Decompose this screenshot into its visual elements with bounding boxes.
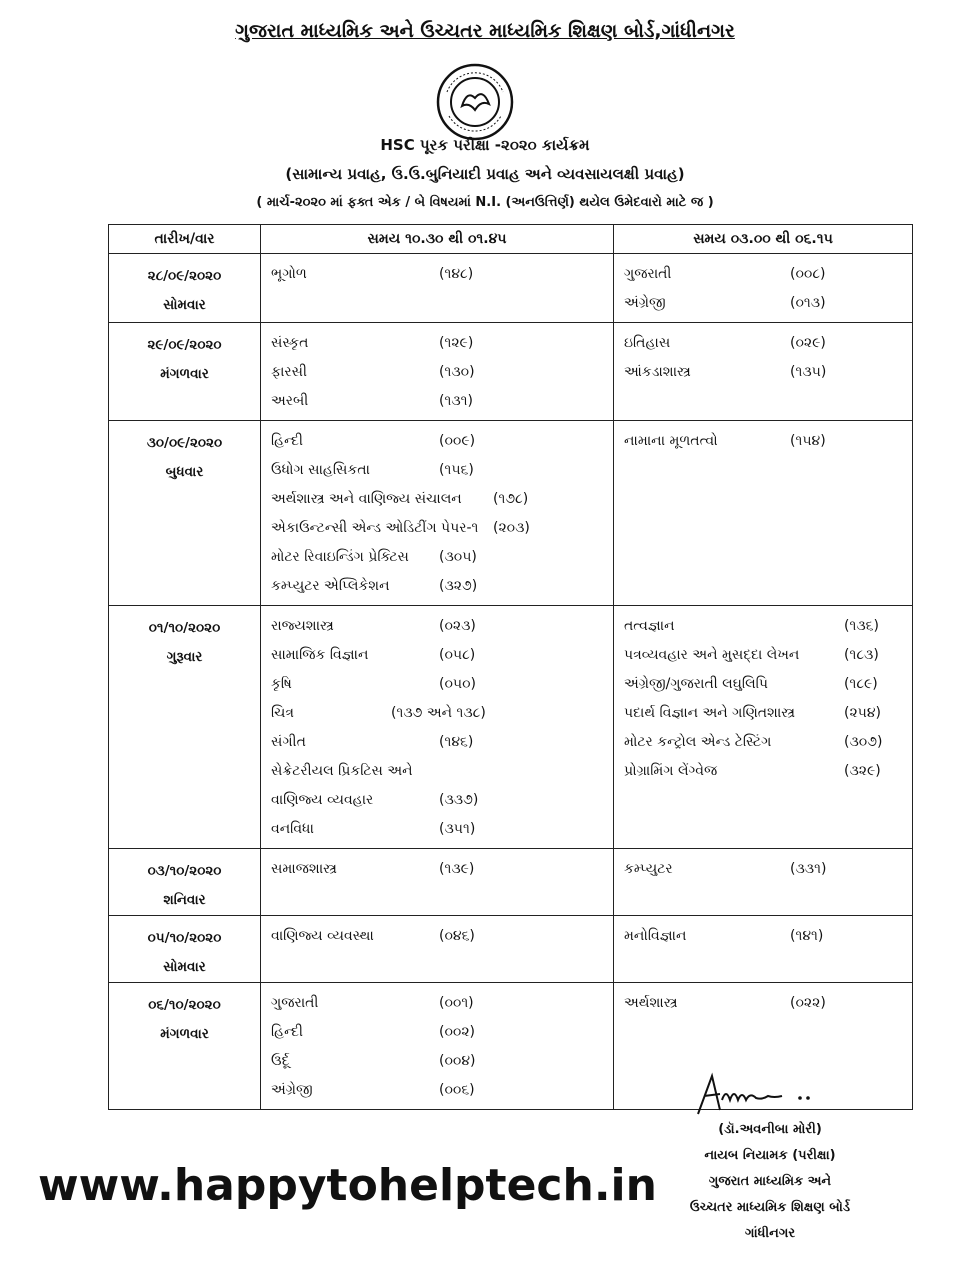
subject-code: (૧૪૮)	[439, 266, 474, 282]
subject-entry	[261, 514, 613, 543]
subject-code: (૦૨૯)	[790, 335, 826, 351]
office-line-1: ગુજરાત માધ્યમિક અને	[708, 1174, 832, 1189]
table-row	[109, 916, 913, 983]
subject-entry	[614, 922, 912, 951]
morning-subjects-cell	[261, 916, 614, 983]
afternoon-subjects-cell	[614, 323, 913, 421]
afternoon-subjects-cell	[614, 254, 913, 323]
subject-name: સમાજશાસ્ત્ર	[271, 861, 337, 877]
subject-entry	[261, 757, 613, 786]
morning-subjects-cell	[261, 254, 614, 323]
date-cell	[109, 421, 261, 606]
subject-entry	[261, 670, 613, 699]
subject-name: અરબી	[271, 393, 309, 409]
subject-name: ભૂગોળ	[271, 266, 307, 282]
exam-date: ૨૮/૦૯/૨૦૨૦	[147, 268, 222, 284]
morning-subjects-cell	[261, 323, 614, 421]
signatory-designation: નાયબ નિયામક (પરીક્ષા)	[704, 1148, 836, 1163]
subject-entry	[261, 786, 613, 815]
table-header-row	[109, 225, 913, 254]
subject-code: (૧૪૬)	[439, 734, 474, 750]
board-title: ગુજરાત માધ્યમિક અને ઉચ્ચતર માધ્યમિક શિક્ષણ બોર્ડ,ગાંધીનગર	[235, 20, 735, 42]
subject-name: એકાઉન્ટન્સી એન્ડ ઓડિટીંગ પેપર-૧	[271, 520, 479, 536]
exam-schedule-table	[108, 224, 913, 1110]
subject-entry	[261, 612, 613, 641]
morning-subjects-cell	[261, 849, 614, 916]
exam-date: ૦૬/૧૦/૨૦૨૦	[148, 997, 221, 1013]
office-city: ગાંધીનગર	[744, 1226, 796, 1241]
subject-name: ઉર્દૂ	[271, 1053, 290, 1069]
subject-code: (૦૪૬)	[439, 928, 475, 944]
office-line-2: ઉચ્ચતર માધ્યમિક શિક્ષણ બોર્ડ	[689, 1200, 851, 1215]
subject-entry	[614, 855, 912, 884]
subject-entry	[261, 485, 613, 514]
exam-weekday: બુધવાર	[165, 464, 204, 480]
subject-code: (૨૦૩)	[493, 520, 530, 536]
subject-code: (૩૨૯)	[844, 763, 881, 779]
date-cell	[109, 983, 261, 1110]
subject-entry	[614, 260, 912, 289]
header-morning-session: સમય ૧૦.૩૦ થી ૦૧.૪૫	[261, 225, 614, 254]
subject-code: (૩૦૭)	[844, 734, 883, 750]
subject-name: ગુજરાતી	[624, 266, 672, 282]
subject-name: કમ્પ્યુટર એપ્લિકેશન	[271, 578, 390, 594]
table-row	[109, 323, 913, 421]
subject-entry	[261, 1018, 613, 1047]
subject-name: હિન્દી	[271, 1024, 303, 1040]
subject-entry	[261, 260, 613, 289]
subject-name: અંગ્રેજી	[624, 295, 666, 311]
subject-code: (૧૩૫)	[790, 364, 827, 380]
subject-entry	[261, 699, 613, 728]
subject-name: નામાના મૂળતત્વો	[624, 433, 718, 449]
subject-entry	[261, 572, 613, 601]
subject-code: (૨૫૪)	[844, 705, 882, 721]
subject-code: (૦૨૨)	[790, 995, 826, 1011]
subject-code: (૦૫૦)	[439, 676, 476, 692]
signatory-name: (ડૉ.અવનીબા મોરી)	[718, 1122, 822, 1137]
subject-name: અંગ્રેજી/ગુજરાતી લઘુલિપિ	[624, 676, 768, 692]
exam-date: ૨૯/૦૯/૨૦૨૦	[147, 337, 222, 353]
subject-code: (૧૪૧)	[790, 928, 824, 944]
morning-subjects-cell	[261, 421, 614, 606]
exam-weekday: સોમવાર	[163, 959, 206, 975]
subject-entry	[261, 728, 613, 757]
subject-name: હિન્દી	[271, 433, 303, 449]
subject-entry	[614, 641, 912, 670]
subject-entry	[261, 456, 613, 485]
subject-name: ચિત્ર	[271, 705, 294, 721]
subject-entry	[614, 699, 912, 728]
subject-entry	[261, 1076, 613, 1105]
subject-name: રાજ્યશાસ્ત્ર	[271, 618, 334, 634]
subject-code: (૦૨૩)	[439, 618, 476, 634]
morning-subjects-cell	[261, 983, 614, 1110]
subject-name: અંગ્રેજી	[271, 1082, 313, 1098]
subject-code: (૩૦૫)	[439, 549, 477, 565]
subject-entry	[261, 641, 613, 670]
subject-name: ફારસી	[271, 364, 308, 380]
streams-subtitle: (સામાન્ય પ્રવાહ, ઉ.ઉ.બુનિયાદી પ્રવાહ અને વ્યવસાયલક્ષી પ્રવાહ)	[285, 165, 685, 183]
subject-name: અર્થશાસ્ત્ર અને વાણિજ્ય સંચાલન	[271, 491, 462, 507]
subject-entry	[614, 612, 912, 641]
subject-code: (૧૩૭ અને ૧૩૮)	[391, 705, 486, 721]
date-cell	[109, 916, 261, 983]
exam-weekday: મંગળવાર	[160, 1026, 209, 1042]
subject-name: વાણિજ્ય વ્યવહાર	[271, 792, 374, 808]
subject-code: (૧૩૧)	[439, 393, 473, 409]
date-cell	[109, 606, 261, 849]
subject-code: (૧૩૦)	[439, 364, 475, 380]
subject-code: (૩૩૭)	[439, 792, 479, 808]
exam-weekday: સોમવાર	[163, 297, 206, 313]
website-watermark: www.happytohelptech.in	[38, 1160, 657, 1211]
subject-code: (૧૨૯)	[439, 335, 474, 351]
subject-entry	[261, 329, 613, 358]
date-cell	[109, 254, 261, 323]
exam-date: ૩૦/૦૯/૨૦૨૦	[146, 435, 223, 451]
subject-entry	[614, 289, 912, 318]
subject-name: પત્રવ્યવહાર અને મુસદ્દા લેખન	[624, 647, 800, 663]
subject-entry	[261, 427, 613, 456]
subject-name: પદાર્થ વિજ્ઞાન અને ગણિતશાસ્ત્ર	[624, 705, 796, 721]
subject-name: અર્થશાસ્ત્ર	[624, 995, 678, 1011]
subject-code: (૦૦૬)	[439, 1082, 475, 1098]
subject-code: (૦૦૪)	[439, 1053, 476, 1069]
subject-code: (૧૭૮)	[493, 491, 529, 507]
subject-name: ઉધોગ સાહસિકતા	[271, 462, 370, 478]
subject-code: (૧૩૯)	[439, 861, 475, 877]
subject-entry	[261, 922, 613, 951]
subject-code: (૧૫૬)	[439, 462, 474, 478]
subject-entry	[261, 1047, 613, 1076]
subject-code: (૩૫૧)	[439, 821, 476, 837]
subject-code: (૩૨૭)	[439, 578, 478, 594]
subject-name: મોટર રિવાઇન્ડિંગ પ્રેક્ટિસ	[271, 549, 409, 565]
subject-code: (૧૮૯)	[844, 676, 878, 692]
subject-name: મનોવિજ્ઞાન	[624, 928, 687, 944]
afternoon-subjects-cell	[614, 606, 913, 849]
subject-entry	[261, 358, 613, 387]
exam-date: ૦૧/૧૦/૨૦૨૦	[148, 620, 221, 636]
subject-name: વાણિજ્ય વ્યવસ્થા	[271, 928, 374, 944]
subject-entry	[614, 757, 912, 786]
subject-name: પ્રોગ્રામિંગ લેંગ્વેજ	[624, 763, 718, 779]
subject-code: (૩૩૧)	[790, 861, 827, 877]
subject-name: ઇતિહાસ	[624, 335, 671, 351]
subject-code: (૧૫૪)	[790, 433, 826, 449]
subject-entry	[614, 358, 912, 387]
table-row	[109, 254, 913, 323]
subject-entry	[261, 543, 613, 572]
subject-code: (૦૦૧)	[439, 995, 474, 1011]
subject-name: સંસ્કૃત	[271, 335, 309, 351]
exam-date: ૦૫/૧૦/૨૦૨૦	[147, 930, 222, 946]
subject-code: (૧૩૬)	[844, 618, 879, 634]
subject-name: સેક્રેટરીયલ પ્રિકટિસ અને	[271, 763, 413, 779]
subject-name: કમ્પ્યુટર	[624, 861, 673, 877]
subject-name: સંગીત	[271, 734, 306, 750]
header-date-day: તારીખ/વાર	[109, 225, 261, 254]
subject-entry	[614, 670, 912, 699]
subject-entry	[614, 989, 912, 1018]
subject-entry	[261, 387, 613, 416]
exam-weekday: શનિવાર	[163, 892, 206, 908]
subject-name: મોટર કન્ટ્રોલ એન્ડ ટેસ્ટિંગ	[624, 734, 772, 750]
board-seal-logo	[435, 62, 515, 142]
exam-date: ૦૩/૧૦/૨૦૨૦	[147, 863, 222, 879]
date-cell	[109, 323, 261, 421]
afternoon-subjects-cell	[614, 916, 913, 983]
subject-code: (૦૫૮)	[439, 647, 476, 663]
subject-entry	[261, 815, 613, 844]
table-row	[109, 421, 913, 606]
morning-subjects-cell	[261, 606, 614, 849]
date-cell	[109, 849, 261, 916]
subject-name: સામાજિક વિજ્ઞાન	[271, 647, 369, 663]
subject-entry	[261, 855, 613, 884]
subject-entry	[261, 989, 613, 1018]
subject-entry	[614, 329, 912, 358]
subject-entry	[614, 427, 912, 456]
afternoon-subjects-cell	[614, 421, 913, 606]
afternoon-subjects-cell	[614, 849, 913, 916]
signature	[690, 1070, 820, 1120]
table-row	[109, 606, 913, 849]
subject-name: તત્વજ્ઞાન	[624, 618, 675, 634]
subject-code: (૦૦૯)	[439, 433, 476, 449]
subject-name: વનવિધા	[271, 821, 314, 837]
header-afternoon-session: સમય ૦૩.૦૦ થી ૦૬.૧૫	[614, 225, 913, 254]
table-row	[109, 849, 913, 916]
subject-code: (૧૮૩)	[844, 647, 879, 663]
subject-name: ગુજરાતી	[271, 995, 319, 1011]
exam-title: HSC પૂરક પરીક્ષા -૨૦૨૦ કાર્યક્રમ	[380, 136, 590, 154]
subject-entry	[614, 728, 912, 757]
subject-code: (૦૦૨)	[439, 1024, 475, 1040]
exam-weekday: મંગળવાર	[160, 366, 209, 382]
subject-code: (૦૧૩)	[790, 295, 826, 311]
subject-name: આંકડાશાસ્ત્ર	[624, 364, 691, 380]
subject-name: કૃષિ	[271, 676, 292, 692]
exam-weekday: ગુરૂવાર	[166, 649, 203, 665]
eligibility-note: ( માર્ચ-૨૦૨૦ માં ફક્ત એક / બે વિષયમાં N.I. (અનઉત્તિર્ણ) થયેલ ઉમેદવારો માટે જ )	[256, 195, 714, 210]
subject-code: (૦૦૮)	[790, 266, 826, 282]
